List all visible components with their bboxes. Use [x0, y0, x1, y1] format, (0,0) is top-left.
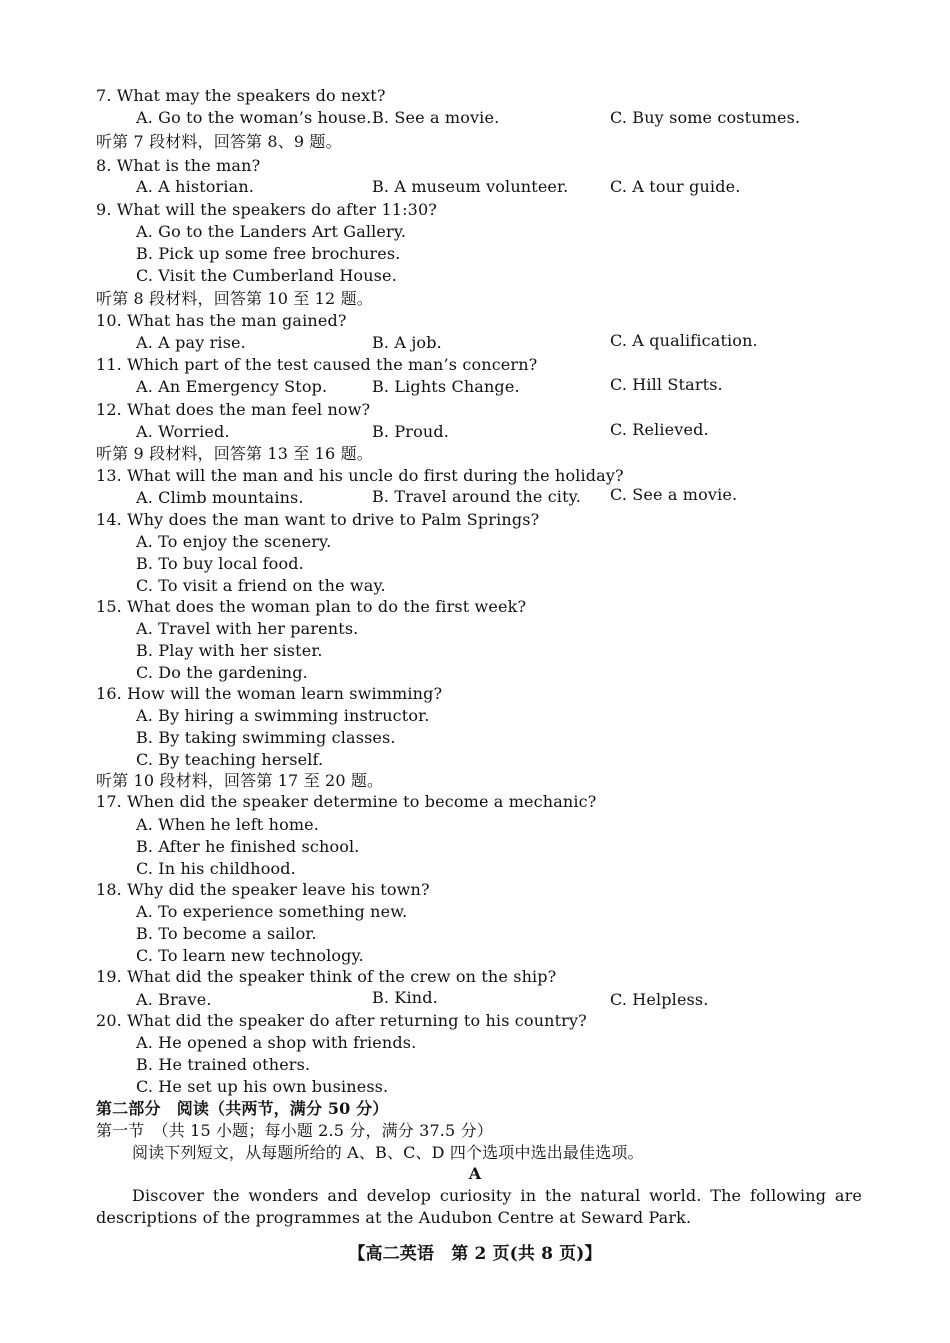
- question-18: 18. Why did the speaker leave his town?: [96, 880, 430, 899]
- option-19a: A. Brave.: [136, 990, 212, 1009]
- option-10c: C. A qualification.: [610, 331, 758, 350]
- part2-heading: 第二部分 阅读（共两节，满分 50 分）: [96, 1099, 389, 1118]
- option-12a: A. Worried.: [136, 422, 230, 441]
- question-19: 19. What did the speaker think of the crew on the ship?: [96, 967, 557, 986]
- option-18b: B. To become a sailor.: [136, 924, 317, 943]
- option-17b: B. After he finished school.: [136, 837, 360, 856]
- option-9a: A. Go to the Landers Art Gallery.: [136, 222, 407, 241]
- passage-paragraph: Discover the wonders and develop curiosity in the natural world. The following are descriptions of the programmes at the Audubon Centre at Seward Park.: [96, 1186, 862, 1227]
- option-11c: C. Hill Starts.: [610, 375, 723, 394]
- option-9b: B. Pick up some free brochures.: [136, 244, 401, 263]
- option-14b: B. To buy local food.: [136, 554, 304, 573]
- option-11a: A. An Emergency Stop.: [136, 377, 328, 396]
- question-12: 12. What does the man feel now?: [96, 400, 371, 419]
- part2-section1: 第一节 （共 15 小题；每小题 2.5 分，满分 37.5 分）: [96, 1121, 493, 1140]
- option-7c: C. Buy some costumes.: [610, 108, 801, 127]
- option-20a: A. He opened a shop with friends.: [136, 1033, 417, 1052]
- option-19b: B. Kind.: [372, 988, 438, 1007]
- option-17c: C. In his childhood.: [136, 859, 296, 878]
- question-9: 9. What will the speakers do after 11:30?: [96, 200, 438, 219]
- section-intro-8: 听第 8 段材料，回答第 10 至 12 题。: [96, 289, 373, 308]
- passage-letter: A: [468, 1164, 482, 1183]
- option-14a: A. To enjoy the scenery.: [136, 532, 332, 551]
- option-8b: B. A museum volunteer.: [372, 177, 569, 196]
- option-16b: B. By taking swimming classes.: [136, 728, 396, 747]
- option-14c: C. To visit a friend on the way.: [136, 576, 386, 595]
- option-19c: C. Helpless.: [610, 990, 709, 1009]
- option-13b: B. Travel around the city.: [372, 487, 581, 506]
- option-7b: B. See a movie.: [372, 108, 500, 127]
- option-11b: B. Lights Change.: [372, 377, 520, 396]
- question-13: 13. What will the man and his uncle do first during the holiday?: [96, 466, 624, 485]
- question-16: 16. How will the woman learn swimming?: [96, 684, 443, 703]
- option-8a: A. A historian.: [136, 177, 255, 196]
- option-13a: A. Climb mountains.: [136, 488, 304, 507]
- question-11: 11. Which part of the test caused the man’s concern?: [96, 355, 538, 374]
- option-17a: A. When he left home.: [136, 815, 320, 834]
- question-15: 15. What does the woman plan to do the first week?: [96, 597, 527, 616]
- question-10: 10. What has the man gained?: [96, 311, 347, 330]
- option-16c: C. By teaching herself.: [136, 750, 324, 769]
- option-18a: A. To experience something new.: [136, 902, 408, 921]
- question-8: 8. What is the man?: [96, 156, 261, 175]
- option-12b: B. Proud.: [372, 422, 449, 441]
- option-18c: C. To learn new technology.: [136, 946, 364, 965]
- option-12c: C. Relieved.: [610, 420, 709, 439]
- option-15a: A. Travel with her parents.: [136, 619, 359, 638]
- section-intro-7: 听第 7 段材料，回答第 8、9 题。: [96, 132, 342, 151]
- option-15b: B. Play with her sister.: [136, 641, 323, 660]
- option-13c: C. See a movie.: [610, 485, 738, 504]
- option-10a: A. A pay rise.: [136, 333, 246, 352]
- question-14: 14. Why does the man want to drive to Palm Springs?: [96, 510, 540, 529]
- option-20b: B. He trained others.: [136, 1055, 311, 1074]
- option-8c: C. A tour guide.: [610, 177, 741, 196]
- page-footer: 【高二英语 第 2 页(共 8 页)】: [348, 1244, 602, 1264]
- question-7: 7. What may the speakers do next?: [96, 86, 386, 105]
- option-10b: B. A job.: [372, 333, 442, 352]
- question-17: 17. When did the speaker determine to become a mechanic?: [96, 792, 597, 811]
- section-intro-10: 听第 10 段材料，回答第 17 至 20 题。: [96, 771, 384, 790]
- option-20c: C. He set up his own business.: [136, 1077, 389, 1096]
- option-7a: A. Go to the woman’s house.: [136, 108, 372, 127]
- passage-text: [96, 1185, 862, 1229]
- part2-instruction: 阅读下列短文，从每题所给的 A、B、C、D 四个选项中选出最佳选项。: [132, 1143, 644, 1162]
- option-9c: C. Visit the Cumberland House.: [136, 266, 397, 285]
- section-intro-9: 听第 9 段材料，回答第 13 至 16 题。: [96, 444, 373, 463]
- option-16a: A. By hiring a swimming instructor.: [136, 706, 430, 725]
- question-20: 20. What did the speaker do after returning to his country?: [96, 1011, 587, 1030]
- option-15c: C. Do the gardening.: [136, 663, 308, 682]
